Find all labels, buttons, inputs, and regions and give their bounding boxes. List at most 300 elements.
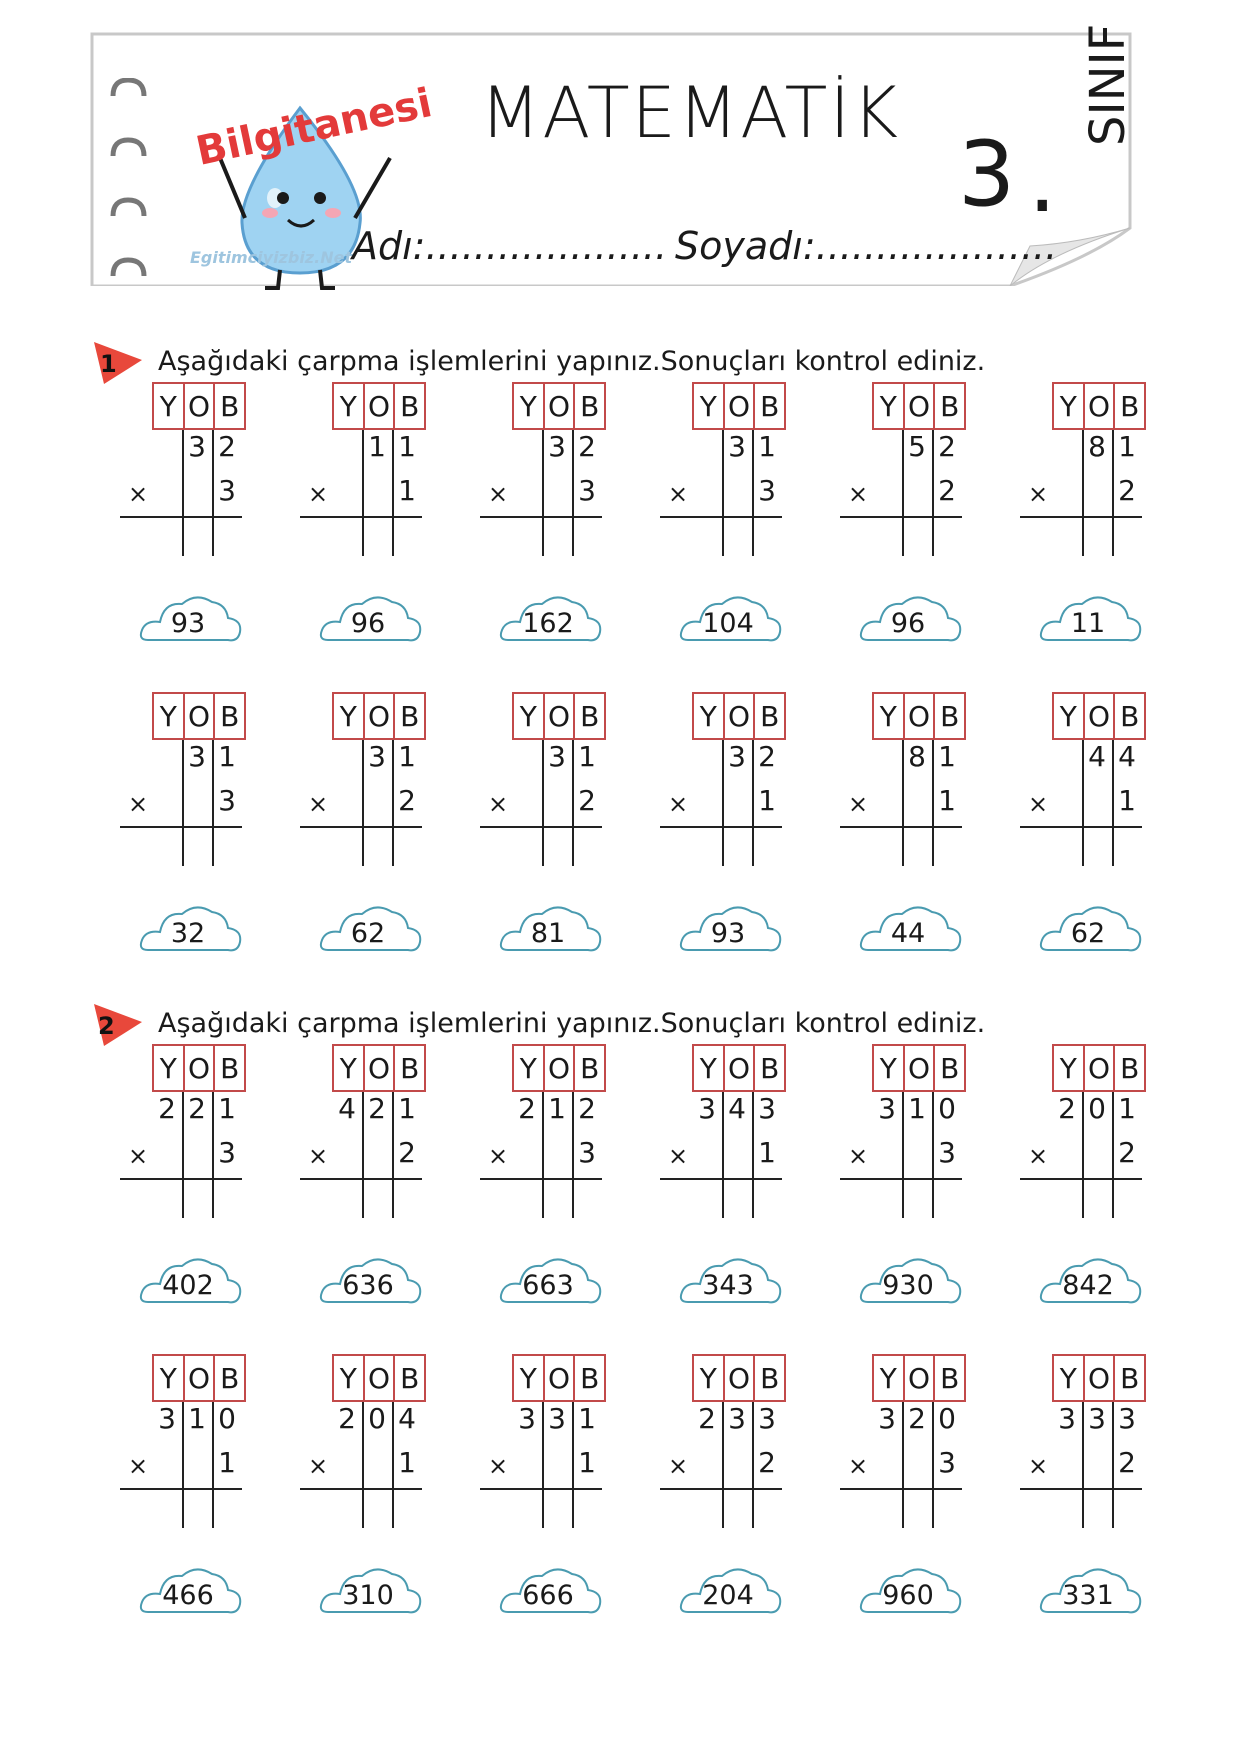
place-value-label: O — [723, 1356, 754, 1400]
answer-cloud — [1038, 1254, 1144, 1308]
times-sign: × — [848, 1142, 869, 1170]
place-value-header — [152, 382, 246, 430]
column-divider — [392, 740, 394, 866]
multiplier-digit: 1 — [398, 1446, 416, 1479]
multiplicand-digit: 0 — [368, 1402, 386, 1435]
place-value-label: O — [903, 1046, 934, 1090]
multiplicand-digit: 1 — [578, 1402, 596, 1435]
multiplier-digit: 1 — [398, 474, 416, 507]
answer-cloud — [138, 1254, 244, 1308]
multiplier-digit: 2 — [1118, 1136, 1136, 1169]
place-value-label: Y — [519, 389, 537, 423]
column-divider — [572, 1402, 574, 1528]
place-value-label: B — [753, 1356, 784, 1400]
place-value-header — [512, 692, 606, 740]
place-value-header — [692, 1354, 786, 1402]
answer-cloud — [138, 902, 244, 956]
multiplication-problem — [120, 692, 250, 992]
result-line — [480, 516, 602, 518]
place-value-header — [332, 1354, 426, 1402]
result-line — [120, 516, 242, 518]
answer-cloud — [858, 902, 964, 956]
column-divider — [572, 1092, 574, 1218]
multiplier-digit: 2 — [938, 474, 956, 507]
result-line — [120, 826, 242, 828]
column-divider — [392, 1092, 394, 1218]
answer-value: 104 — [702, 608, 754, 639]
place-value-label: Y — [339, 1361, 357, 1395]
multiplicand-digit: 2 — [338, 1402, 356, 1435]
place-value-label: B — [573, 694, 604, 738]
place-value-label: Y — [879, 1051, 897, 1085]
place-value-label: O — [183, 1356, 214, 1400]
svg-text:2: 2 — [98, 1012, 115, 1040]
result-line — [1020, 516, 1142, 518]
place-value-label: B — [573, 1046, 604, 1090]
multiplicand-digit: 2 — [938, 430, 956, 463]
column-divider — [902, 1092, 904, 1218]
multiplicand-digit: 5 — [908, 430, 926, 463]
worksheet-header — [90, 23, 1140, 286]
multiplicand-digit: 0 — [938, 1402, 956, 1435]
place-value-label: B — [573, 384, 604, 428]
multiplier-digit: 2 — [1118, 474, 1136, 507]
grade-word: SINIF — [1080, 23, 1136, 146]
place-value-label: Y — [879, 389, 897, 423]
place-value-header — [152, 1354, 246, 1402]
answer-cloud — [1038, 902, 1144, 956]
place-value-label: O — [723, 694, 754, 738]
place-value-header — [152, 692, 246, 740]
multiplicand-digit: 1 — [368, 430, 386, 463]
multiplicand-digit: 3 — [1118, 1402, 1136, 1435]
column-divider — [572, 740, 574, 866]
column-divider — [1112, 1092, 1114, 1218]
place-value-label: B — [393, 1046, 424, 1090]
place-value-label: Y — [699, 699, 717, 733]
answer-cloud — [318, 1254, 424, 1308]
place-value-label: O — [183, 384, 214, 428]
multiplication-problem — [840, 692, 970, 992]
multiplicand-digit: 1 — [1118, 430, 1136, 463]
multiplier-digit: 3 — [218, 784, 236, 817]
multiplier-digit: 1 — [758, 784, 776, 817]
multiplication-problem — [840, 1044, 970, 1344]
place-value-label: B — [933, 1046, 964, 1090]
multiplicand-digit: 1 — [548, 1092, 566, 1125]
answer-value: 402 — [162, 1270, 214, 1301]
result-line — [840, 826, 962, 828]
result-line — [660, 826, 782, 828]
place-value-label: Y — [339, 699, 357, 733]
times-sign: × — [848, 480, 869, 508]
multiplier-digit: 3 — [578, 1136, 596, 1169]
section-badge-icon — [90, 1000, 150, 1050]
column-divider — [212, 740, 214, 866]
place-value-header — [1052, 1044, 1146, 1092]
multiplicand-digit: 3 — [1088, 1402, 1106, 1435]
multiplicand-digit: 2 — [698, 1402, 716, 1435]
result-line — [300, 1488, 422, 1490]
column-divider — [1112, 430, 1114, 556]
answer-value: 81 — [530, 918, 566, 949]
multiplication-problem — [480, 1354, 610, 1654]
column-divider — [392, 430, 394, 556]
grade-number: 3 — [958, 122, 1016, 227]
result-line — [840, 516, 962, 518]
multiplicand-digit: 2 — [158, 1092, 176, 1125]
answer-cloud — [498, 1254, 604, 1308]
multiplicand-digit: 1 — [398, 740, 416, 773]
multiplicand-digit: 8 — [908, 740, 926, 773]
result-line — [660, 516, 782, 518]
times-sign: × — [308, 1142, 329, 1170]
multiplier-digit: 3 — [218, 1136, 236, 1169]
multiplicand-digit: 1 — [398, 1092, 416, 1125]
multiplication-problem — [120, 1044, 250, 1344]
place-value-label: Y — [159, 1361, 177, 1395]
column-divider — [752, 1092, 754, 1218]
column-divider — [182, 430, 184, 556]
multiplier-digit: 3 — [218, 474, 236, 507]
multiplier-digit: 3 — [578, 474, 596, 507]
place-value-label: B — [213, 1046, 244, 1090]
times-sign: × — [668, 790, 689, 818]
place-value-label: O — [723, 1046, 754, 1090]
column-divider — [542, 1092, 544, 1218]
answer-value: 93 — [710, 918, 746, 949]
column-divider — [722, 740, 724, 866]
place-value-label: O — [543, 694, 574, 738]
answer-value: 93 — [170, 608, 206, 639]
result-line — [480, 1488, 602, 1490]
place-value-label: O — [543, 1356, 574, 1400]
answer-value: 930 — [882, 1270, 934, 1301]
result-line — [300, 1178, 422, 1180]
place-value-label: Y — [519, 1051, 537, 1085]
column-divider — [362, 430, 364, 556]
answer-cloud — [318, 592, 424, 646]
logo-text: Bilgitanesi — [192, 80, 437, 175]
multiplier-digit: 2 — [1118, 1446, 1136, 1479]
times-sign: × — [308, 1452, 329, 1480]
answer-cloud — [678, 902, 784, 956]
multiplier-digit: 2 — [398, 1136, 416, 1169]
multiplicand-digit: 1 — [908, 1092, 926, 1125]
place-value-label: Y — [159, 1051, 177, 1085]
answer-cloud — [858, 1254, 964, 1308]
multiplicand-digit: 3 — [728, 1402, 746, 1435]
times-sign: × — [668, 1142, 689, 1170]
place-value-label: B — [1113, 384, 1144, 428]
column-divider — [932, 430, 934, 556]
multiplicand-digit: 4 — [1088, 740, 1106, 773]
place-value-label: Y — [1059, 1051, 1077, 1085]
answer-cloud — [138, 1564, 244, 1618]
multiplication-problem — [300, 382, 430, 682]
column-divider — [1112, 1402, 1114, 1528]
answer-value: 96 — [890, 608, 926, 639]
answer-value: 44 — [890, 918, 926, 949]
multiplier-digit: 1 — [938, 784, 956, 817]
multiplier-digit: 2 — [758, 1446, 776, 1479]
multiplier-digit: 1 — [218, 1446, 236, 1479]
answer-value: 960 — [882, 1580, 934, 1611]
multiplicand-digit: 3 — [548, 430, 566, 463]
place-value-label: O — [363, 1046, 394, 1090]
column-divider — [722, 430, 724, 556]
times-sign: × — [488, 1142, 509, 1170]
column-divider — [902, 1402, 904, 1528]
multiplicand-digit: 4 — [338, 1092, 356, 1125]
multiplication-problem — [480, 382, 610, 682]
multiplicand-digit: 0 — [218, 1402, 236, 1435]
times-sign: × — [488, 480, 509, 508]
column-divider — [212, 1402, 214, 1528]
place-value-label: Y — [339, 389, 357, 423]
times-sign: × — [1028, 480, 1049, 508]
multiplicand-digit: 3 — [548, 740, 566, 773]
column-divider — [182, 1402, 184, 1528]
answer-cloud — [138, 592, 244, 646]
multiplication-problem — [840, 1354, 970, 1654]
multiplicand-digit: 3 — [878, 1092, 896, 1125]
answer-value: 96 — [350, 608, 386, 639]
multiplicand-digit: 1 — [758, 430, 776, 463]
place-value-header — [512, 1354, 606, 1402]
multiplier-digit: 3 — [938, 1446, 956, 1479]
site-name: Egitimciyizbiz.Net — [190, 248, 353, 267]
times-sign: × — [1028, 1452, 1049, 1480]
page-title: MATEMATİK — [480, 72, 900, 154]
place-value-header — [332, 692, 426, 740]
multiplicand-digit: 3 — [188, 430, 206, 463]
surname-field[interactable]: Soyadı:.................... — [675, 224, 1058, 268]
column-divider — [1082, 1092, 1084, 1218]
answer-cloud — [498, 592, 604, 646]
multiplier-digit: 1 — [758, 1136, 776, 1169]
multiplication-problem — [120, 1354, 250, 1654]
place-value-header — [692, 1044, 786, 1092]
place-value-header — [872, 1354, 966, 1402]
times-sign: × — [308, 790, 329, 818]
answer-value: 842 — [1062, 1270, 1114, 1301]
multiplication-problem — [1020, 382, 1150, 682]
place-value-label: O — [363, 1356, 394, 1400]
multiplication-problem — [120, 382, 250, 682]
section-badge-icon — [90, 338, 150, 388]
times-sign: × — [848, 790, 869, 818]
place-value-label: Y — [699, 1361, 717, 1395]
answer-cloud — [858, 1564, 964, 1618]
column-divider — [212, 430, 214, 556]
times-sign: × — [308, 480, 329, 508]
multiplicand-digit: 0 — [1088, 1092, 1106, 1125]
place-value-label: O — [1083, 384, 1114, 428]
answer-value: 11 — [1070, 608, 1106, 639]
multiplicand-digit: 3 — [518, 1402, 536, 1435]
result-line — [300, 826, 422, 828]
place-value-label: Y — [159, 389, 177, 423]
place-value-label: O — [183, 1046, 214, 1090]
times-sign: × — [848, 1452, 869, 1480]
multiplicand-digit: 2 — [188, 1092, 206, 1125]
multiplicand-digit: 8 — [1088, 430, 1106, 463]
place-value-label: B — [573, 1356, 604, 1400]
multiplicand-digit: 3 — [728, 430, 746, 463]
column-divider — [1112, 740, 1114, 866]
place-value-label: O — [1083, 1046, 1114, 1090]
times-sign: × — [668, 480, 689, 508]
place-value-label: Y — [1059, 389, 1077, 423]
place-value-label: B — [933, 694, 964, 738]
times-sign: × — [128, 1142, 149, 1170]
column-divider — [902, 740, 904, 866]
place-value-label: Y — [699, 389, 717, 423]
times-sign: × — [488, 790, 509, 818]
place-value-header — [1052, 1354, 1146, 1402]
multiplication-problem — [840, 382, 970, 682]
multiplier-digit: 2 — [578, 784, 596, 817]
result-line — [660, 1178, 782, 1180]
place-value-label: B — [933, 384, 964, 428]
multiplicand-digit: 2 — [218, 430, 236, 463]
place-value-label: B — [753, 384, 784, 428]
answer-value: 663 — [522, 1270, 574, 1301]
place-value-label: B — [393, 1356, 424, 1400]
column-divider — [182, 740, 184, 866]
answer-cloud — [1038, 1564, 1144, 1618]
place-value-header — [1052, 382, 1146, 430]
multiplicand-digit: 4 — [728, 1092, 746, 1125]
result-line — [480, 826, 602, 828]
place-value-label: O — [903, 1356, 934, 1400]
answer-cloud — [318, 1564, 424, 1618]
place-value-label: B — [753, 1046, 784, 1090]
place-value-label: O — [723, 384, 754, 428]
answer-cloud — [1038, 592, 1144, 646]
answer-cloud — [318, 902, 424, 956]
place-value-label: B — [393, 384, 424, 428]
place-value-label: B — [213, 384, 244, 428]
column-divider — [542, 740, 544, 866]
place-value-label: O — [543, 384, 574, 428]
multiplicand-digit: 1 — [398, 430, 416, 463]
multiplicand-digit: 1 — [218, 1092, 236, 1125]
multiplicand-digit: 3 — [188, 740, 206, 773]
place-value-label: Y — [879, 699, 897, 733]
multiplication-problem — [480, 1044, 610, 1344]
place-value-label: Y — [699, 1051, 717, 1085]
place-value-label: B — [213, 694, 244, 738]
multiplicand-digit: 3 — [758, 1092, 776, 1125]
place-value-label: O — [903, 694, 934, 738]
place-value-label: O — [183, 694, 214, 738]
column-divider — [722, 1402, 724, 1528]
place-value-label: Y — [879, 1361, 897, 1395]
place-value-label: B — [753, 694, 784, 738]
answer-value: 204 — [702, 1580, 754, 1611]
place-value-header — [332, 382, 426, 430]
multiplicand-digit: 3 — [368, 740, 386, 773]
multiplicand-digit: 2 — [578, 1092, 596, 1125]
place-value-label: O — [363, 694, 394, 738]
column-divider — [722, 1092, 724, 1218]
multiplicand-digit: 3 — [878, 1402, 896, 1435]
section-2-header — [90, 1000, 1090, 1050]
multiplication-problem — [660, 1044, 790, 1344]
times-sign: × — [668, 1452, 689, 1480]
column-divider — [902, 430, 904, 556]
place-value-label: B — [213, 1356, 244, 1400]
multiplication-problem — [300, 1044, 430, 1344]
answer-value: 32 — [170, 918, 206, 949]
answer-value: 636 — [342, 1270, 394, 1301]
multiplicand-digit: 3 — [1058, 1402, 1076, 1435]
place-value-header — [872, 1044, 966, 1092]
multiplicand-digit: 1 — [218, 740, 236, 773]
answer-cloud — [678, 1254, 784, 1308]
multiplication-problem — [480, 692, 610, 992]
multiplication-problem — [300, 1354, 430, 1654]
column-divider — [542, 430, 544, 556]
multiplier-digit: 3 — [938, 1136, 956, 1169]
place-value-label: O — [1083, 1356, 1114, 1400]
column-divider — [392, 1402, 394, 1528]
place-value-header — [692, 692, 786, 740]
times-sign: × — [128, 790, 149, 818]
name-field[interactable]: Adı:.................... — [352, 224, 668, 268]
column-divider — [212, 1092, 214, 1218]
column-divider — [1082, 430, 1084, 556]
place-value-label: O — [363, 384, 394, 428]
multiplicand-digit: 2 — [758, 740, 776, 773]
result-line — [1020, 1488, 1142, 1490]
answer-cloud — [498, 902, 604, 956]
multiplication-problem — [660, 692, 790, 992]
result-line — [1020, 826, 1142, 828]
column-divider — [932, 1092, 934, 1218]
multiplicand-digit: 2 — [578, 430, 596, 463]
result-line — [840, 1488, 962, 1490]
place-value-label: O — [1083, 694, 1114, 738]
multiplier-digit: 1 — [1118, 784, 1136, 817]
multiplicand-digit: 3 — [728, 740, 746, 773]
result-line — [480, 1178, 602, 1180]
column-divider — [752, 1402, 754, 1528]
multiplier-digit: 3 — [758, 474, 776, 507]
answer-value: 666 — [522, 1580, 574, 1611]
multiplicand-digit: 2 — [518, 1092, 536, 1125]
answer-value: 466 — [162, 1580, 214, 1611]
answer-cloud — [678, 1564, 784, 1618]
answer-cloud — [498, 1564, 604, 1618]
times-sign: × — [128, 480, 149, 508]
multiplication-problem — [1020, 1354, 1150, 1654]
column-divider — [752, 430, 754, 556]
multiplicand-digit: 2 — [368, 1092, 386, 1125]
place-value-label: B — [393, 694, 424, 738]
column-divider — [362, 740, 364, 866]
place-value-header — [512, 382, 606, 430]
column-divider — [182, 1092, 184, 1218]
place-value-header — [872, 382, 966, 430]
multiplicand-digit: 3 — [758, 1402, 776, 1435]
column-divider — [362, 1092, 364, 1218]
multiplicand-digit: 2 — [1058, 1092, 1076, 1125]
result-line — [120, 1178, 242, 1180]
place-value-label: Y — [339, 1051, 357, 1085]
